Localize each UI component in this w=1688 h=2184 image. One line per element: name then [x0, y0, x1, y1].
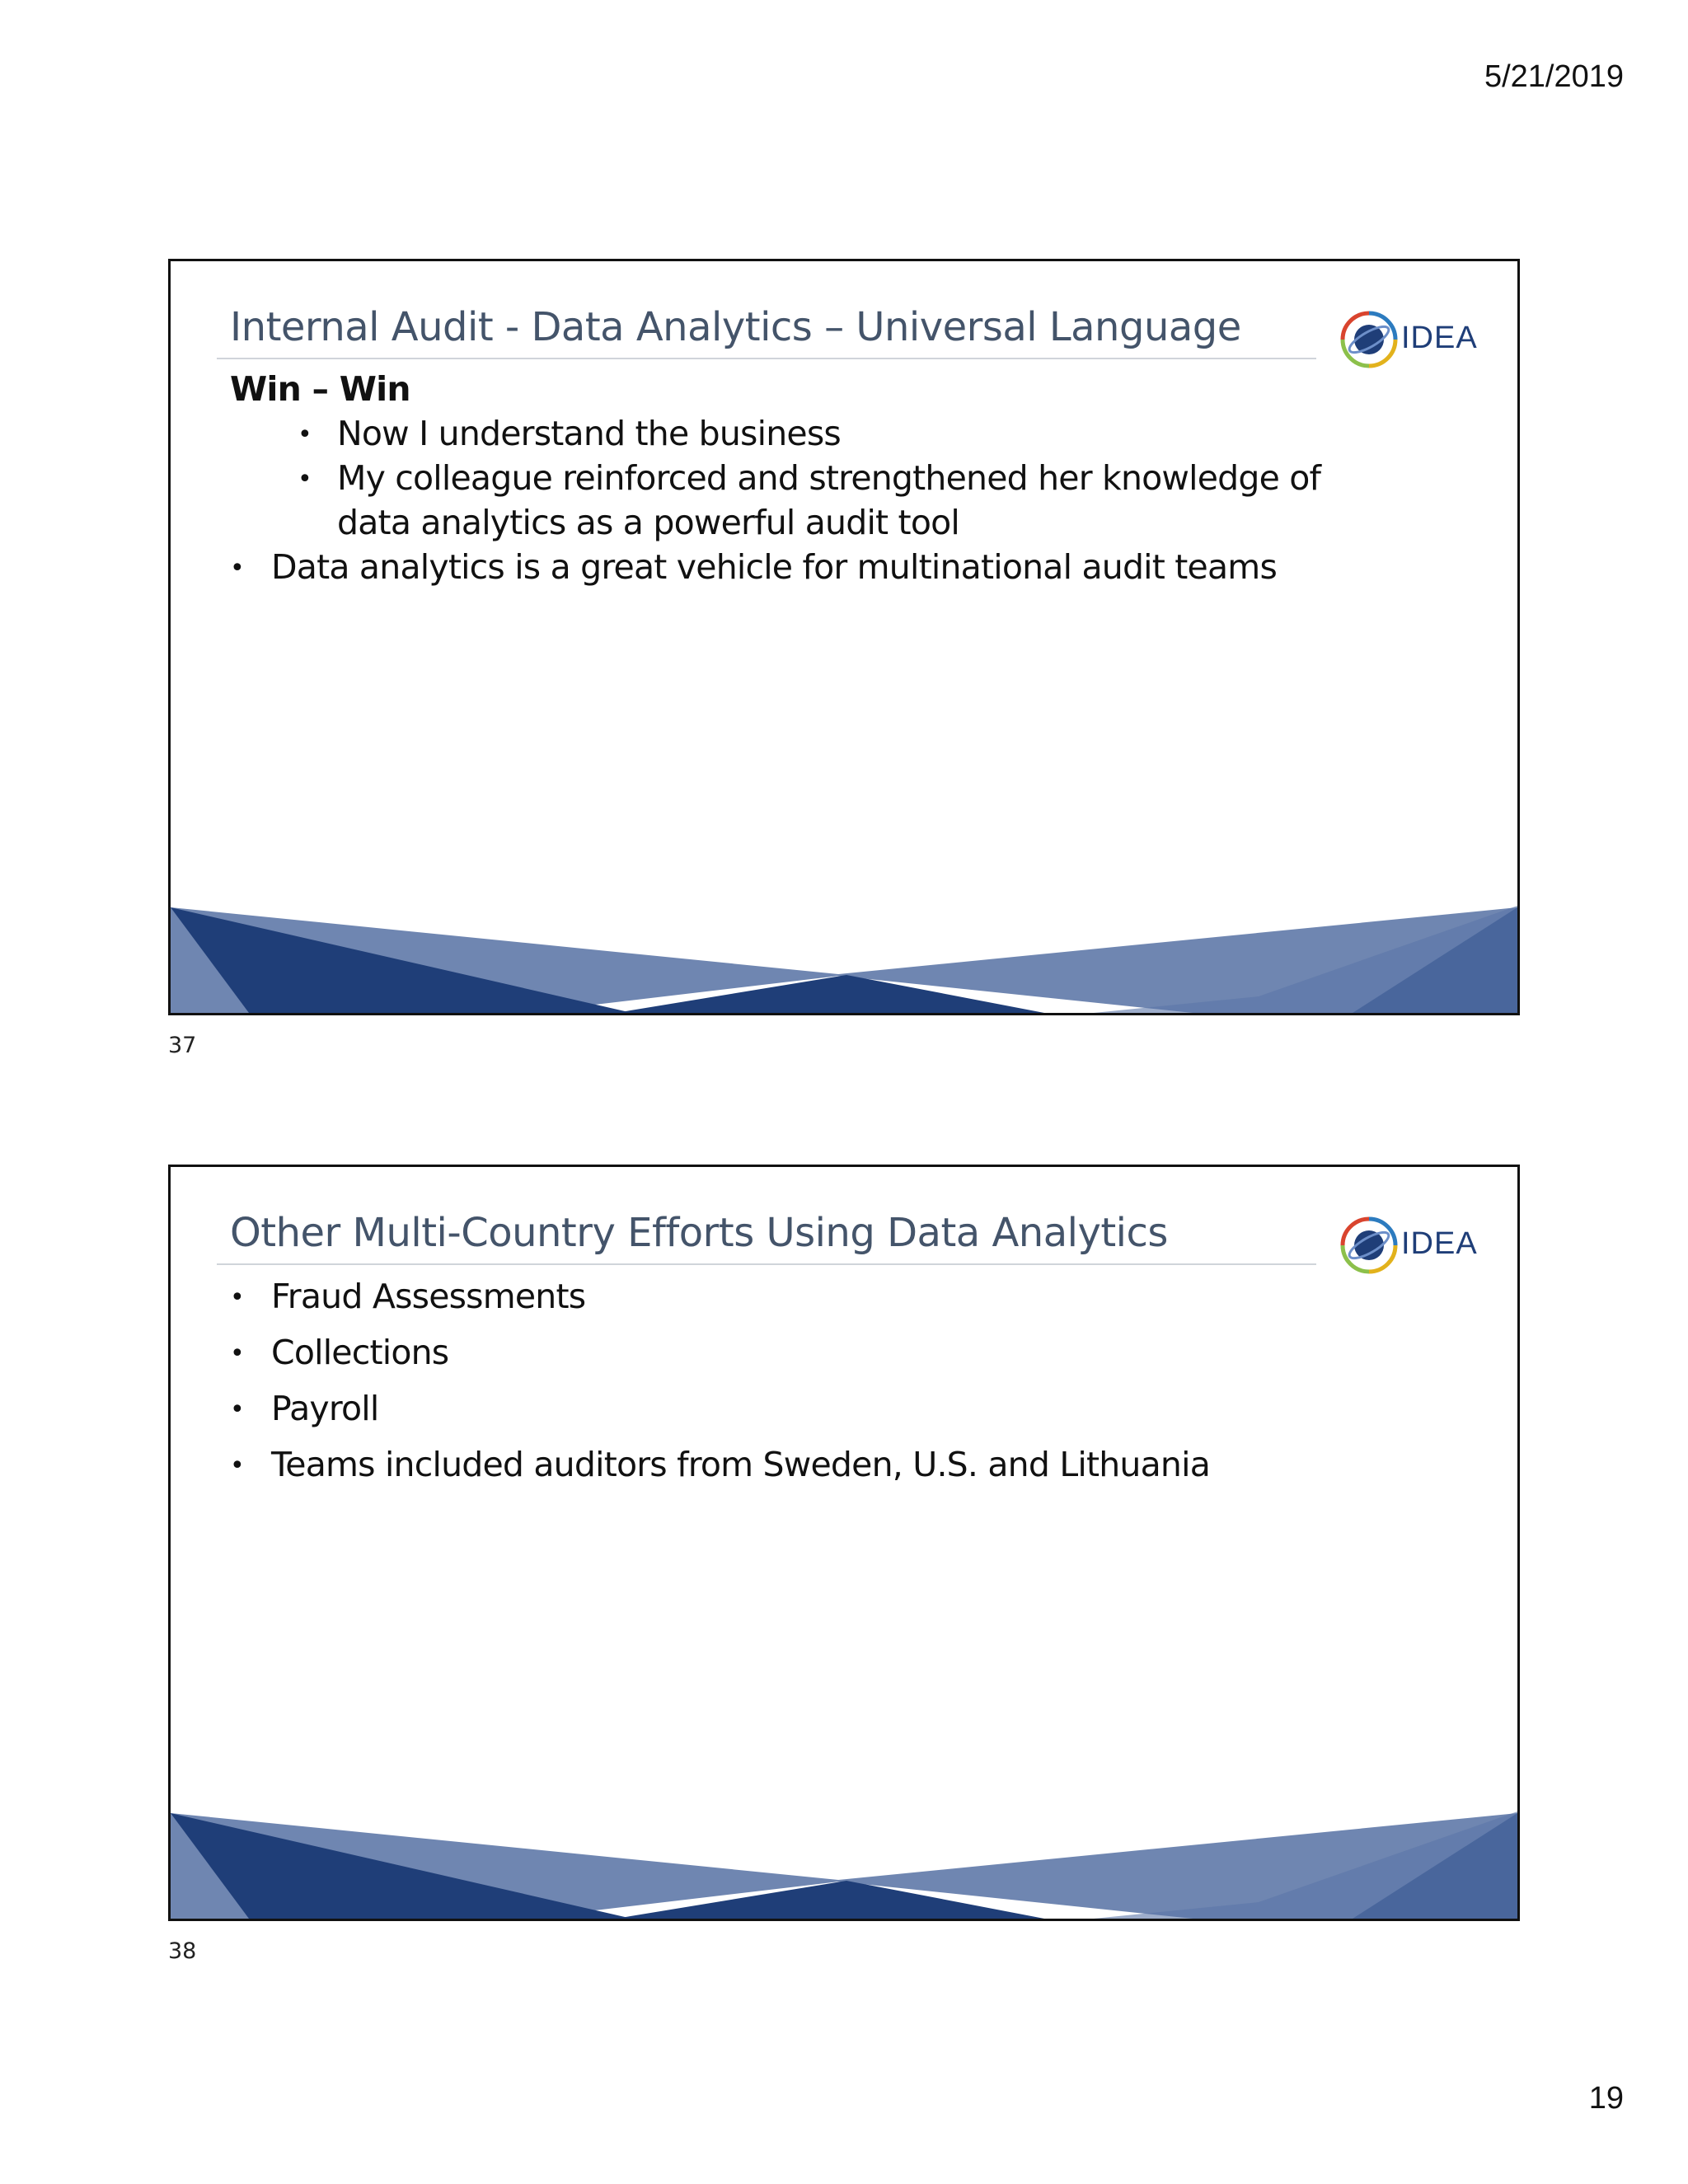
sub-bullet-1: Now I understand the business [337, 414, 841, 453]
slide-38 [168, 1165, 1520, 1921]
slide-title: Internal Audit - Data Analytics – Universal Language [230, 304, 1241, 350]
sub-bullet-2-continued: data analytics as a powerful audit tool [337, 503, 959, 542]
sub-bullet-2: My colleague reinforced and strengthened her knowledge of [337, 458, 1321, 498]
bullet-1: Data analytics is a great vehicle for multinational audit teams [271, 547, 1278, 587]
logo-text: IDEA [1401, 321, 1478, 355]
bullet-icon: • [230, 1283, 245, 1312]
footer-decoration [171, 906, 1517, 1013]
bullet-icon: • [298, 420, 312, 449]
bullet-2: Collections [271, 1333, 449, 1372]
slide-subheading: Win – Win [230, 369, 410, 409]
bullet-icon: • [230, 1339, 245, 1368]
slide-title: Other Multi-Country Efforts Using Data Analytics [230, 1210, 1168, 1256]
page-number: 19 [1588, 2081, 1624, 2116]
bullet-icon: • [230, 1451, 245, 1480]
idea-logo-icon [1339, 1215, 1400, 1276]
footer-decoration [171, 1811, 1517, 1919]
page-date: 5/21/2019 [1484, 59, 1624, 94]
title-divider [217, 1263, 1316, 1265]
bullet-1: Fraud Assessments [271, 1277, 586, 1316]
bullet-icon: • [230, 1395, 245, 1424]
logo-text: IDEA [1401, 1226, 1478, 1261]
bullet-icon: • [298, 465, 312, 494]
idea-logo [1339, 1215, 1495, 1281]
slide-number: 38 [168, 1938, 197, 1964]
idea-logo [1339, 309, 1495, 375]
title-divider [217, 358, 1316, 359]
bullet-4: Teams included auditors from Sweden, U.S. and Lithuania [271, 1445, 1211, 1484]
bullet-icon: • [230, 554, 245, 583]
slide-number: 37 [168, 1033, 197, 1058]
idea-logo-icon [1339, 309, 1400, 370]
slide-37 [168, 259, 1520, 1015]
bullet-3: Payroll [271, 1389, 379, 1428]
